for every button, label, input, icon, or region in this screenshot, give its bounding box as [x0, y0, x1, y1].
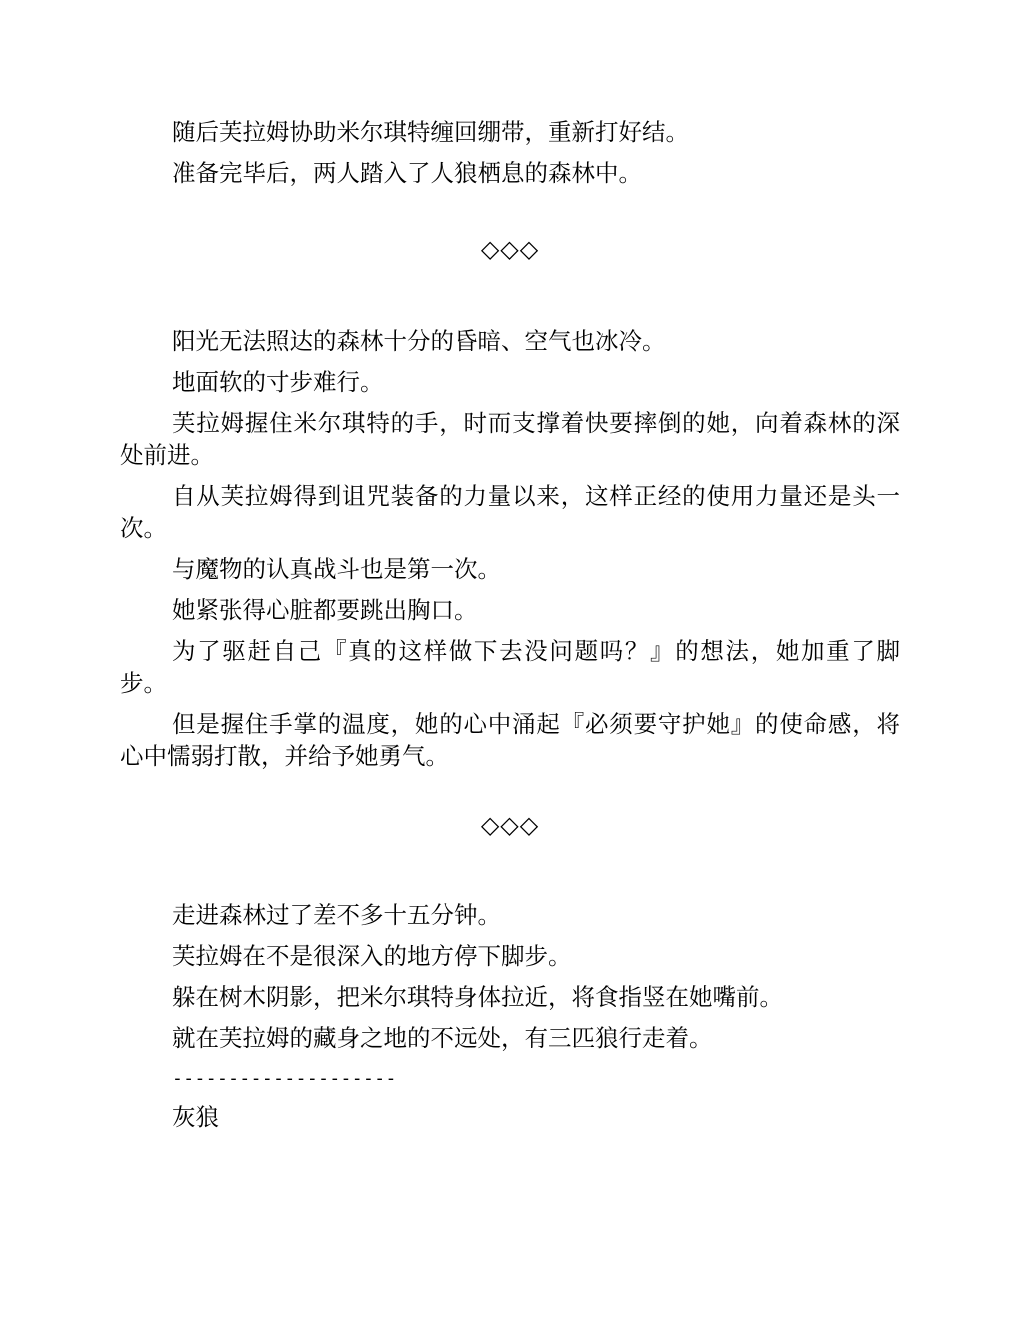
paragraph: 躲在树木阴影，把米尔琪特身体拉近，将食指竖在她嘴前。 — [172, 983, 783, 1011]
paragraph: 地面软的寸步难行。 — [172, 368, 384, 396]
paragraph: 芙拉姆在不是很深入的地方停下脚步。 — [172, 942, 572, 970]
section-separator: ◇◇◇ — [480, 811, 540, 839]
paragraph: 就在芙拉姆的藏身之地的不远处，有三匹狼行走着。 — [172, 1024, 713, 1052]
section-separator: ◇◇◇ — [480, 235, 540, 263]
document-body — [120, 116, 900, 1142]
paragraph: 准备完毕后，两人踏入了人狼栖息的森林中。 — [172, 159, 642, 187]
footnote-divider: -------------------- — [172, 1068, 397, 1089]
paragraph: 与魔物的认真战斗也是第一次。 — [172, 555, 501, 583]
paragraph: 走进森林过了差不多十五分钟。 — [172, 901, 501, 929]
paragraph: 她紧张得心脏都要跳出胸口。 — [172, 596, 478, 624]
paragraph: 自从芙拉姆得到诅咒装备的力量以来，这样正经的使用力量还是头一次。 — [120, 482, 900, 542]
paragraph: 芙拉姆握住米尔琪特的手，时而支撑着快要摔倒的她，向着森林的深处前进。 — [120, 409, 900, 469]
footnote: 灰狼 — [172, 1103, 219, 1131]
paragraph: 但是握住手掌的温度，她的心中涌起『必须要守护她』的使命感，将心中懦弱打散，并给予她勇气。 — [120, 710, 900, 770]
paragraph: 阳光无法照达的森林十分的昏暗、空气也冰冷。 — [172, 327, 666, 355]
paragraph: 随后芙拉姆协助米尔琪特缠回绷带，重新打好结。 — [172, 118, 689, 146]
paragraph: 为了驱赶自己『真的这样做下去没问题吗？』的想法，她加重了脚步。 — [120, 637, 900, 697]
